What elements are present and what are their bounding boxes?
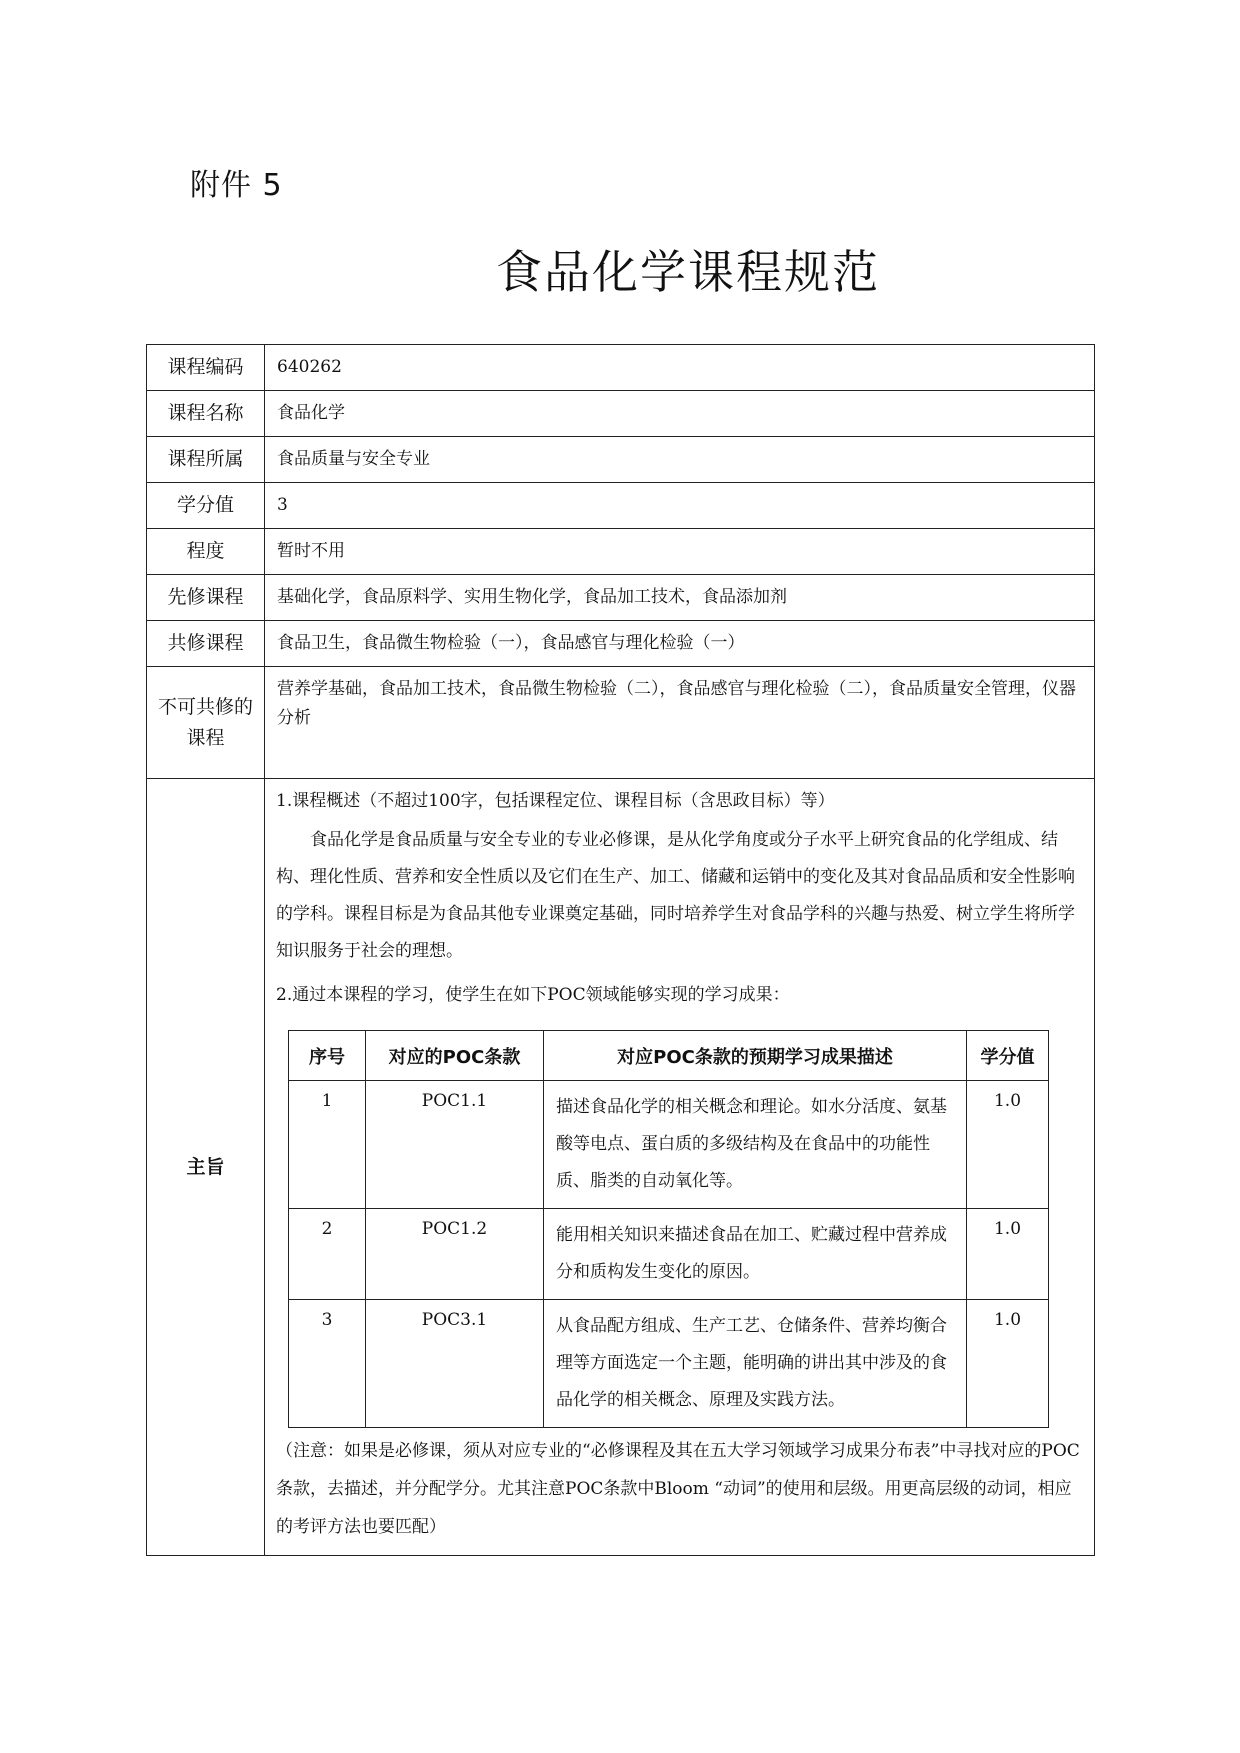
poc-no: 2 [289,1209,366,1300]
row-label: 课程编码 [147,345,265,391]
row-label: 学分值 [147,483,265,529]
table-row [147,779,1095,1556]
course-spec-table [146,344,1095,1556]
note-text: （注意：如果是必修课，须从对应专业的“必修课程及其在五大学习领域学习成果分布表”中寻找对应的POC条款，去描述，并分配学分。尤其注意POC条款中Bloom “动词”的使用和层级。用更高层级的动词，相应的考评方法也要匹配） [276,1441,1080,1537]
course-code: 640262 [265,345,1095,391]
poc-clause: POC3.1 [366,1300,544,1428]
poc-no: 1 [289,1081,366,1209]
main-label: 主旨 [147,779,265,1556]
table-row [289,1209,1049,1300]
poc-credit: 1.0 [967,1300,1049,1428]
page-title: 食品化学课程规范 [496,245,880,299]
poc-description: 描述食品化学的相关概念和理论。如水分活度、氨基酸等电点、蛋白质的多级结构及在食品中的功能性质、脂类的自动氧化等。 [544,1081,967,1209]
poc-credit: 1.0 [967,1209,1049,1300]
poc-header-clause: 对应的POC条款 [366,1031,544,1081]
section-heading-overview: 1.课程概述（不超过100字，包括课程定位、课程目标（含思政目标）等） [276,791,835,811]
table-row [289,1081,1049,1209]
poc-header-row [289,1031,1049,1081]
course-level: 暂时不用 [265,529,1095,575]
attachment-label: 附件 5 [190,168,283,203]
course-name: 食品化学 [265,391,1095,437]
main-content [265,779,1095,1556]
table-row [147,621,1095,667]
excluded-courses: 营养学基础，食品加工技术，食品微生物检验（二），食品感官与理化检验（二），食品质量安全管理，仪器分析 [265,667,1095,779]
poc-header-description: 对应POC条款的预期学习成果描述 [544,1031,967,1081]
table-row [289,1300,1049,1428]
section-heading-outcomes: 2.通过本课程的学习，使学生在如下POC领域能够实现的学习成果： [276,985,790,1005]
poc-header-credit: 学分值 [967,1031,1049,1081]
poc-table [288,1030,1049,1428]
row-label: 课程所属 [147,437,265,483]
poc-description: 能用相关知识来描述食品在加工、贮藏过程中营养成分和质构发生变化的原因。 [544,1209,967,1300]
course-credits: 3 [265,483,1095,529]
row-label: 程度 [147,529,265,575]
table-row [147,345,1095,391]
poc-no: 3 [289,1300,366,1428]
course-department: 食品质量与安全专业 [265,437,1095,483]
poc-header-no: 序号 [289,1031,366,1081]
table-row [147,529,1095,575]
poc-clause: POC1.2 [366,1209,544,1300]
row-label: 先修课程 [147,575,265,621]
prerequisite-courses: 基础化学，食品原料学、实用生物化学，食品加工技术，食品添加剂 [265,575,1095,621]
poc-clause: POC1.1 [366,1081,544,1209]
corequisite-courses: 食品卫生，食品微生物检验（一），食品感官与理化检验（一） [265,621,1095,667]
table-row [147,437,1095,483]
overview-paragraph: 食品化学是食品质量与安全专业的专业必修课，是从化学角度或分子水平上研究食品的化学组成、结构、理化性质、营养和安全性质以及它们在生产、加工、储藏和运销中的变化及其对食品品质和安全性影响的学科。课程目标是为食品其他专业课奠定基础，同时培养学生对食品学科的兴趣与热爱、树立学生将所学知识服务于社会的理想。 [276,830,1075,961]
table-row [147,575,1095,621]
row-label: 课程名称 [147,391,265,437]
poc-credit: 1.0 [967,1081,1049,1209]
row-label: 不可共修的课程 [147,667,265,779]
table-row [147,483,1095,529]
table-row [147,391,1095,437]
table-row [147,667,1095,779]
poc-description: 从食品配方组成、生产工艺、仓储条件、营养均衡合理等方面选定一个主题，能明确的讲出其中涉及的食品化学的相关概念、原理及实践方法。 [544,1300,967,1428]
row-label: 共修课程 [147,621,265,667]
